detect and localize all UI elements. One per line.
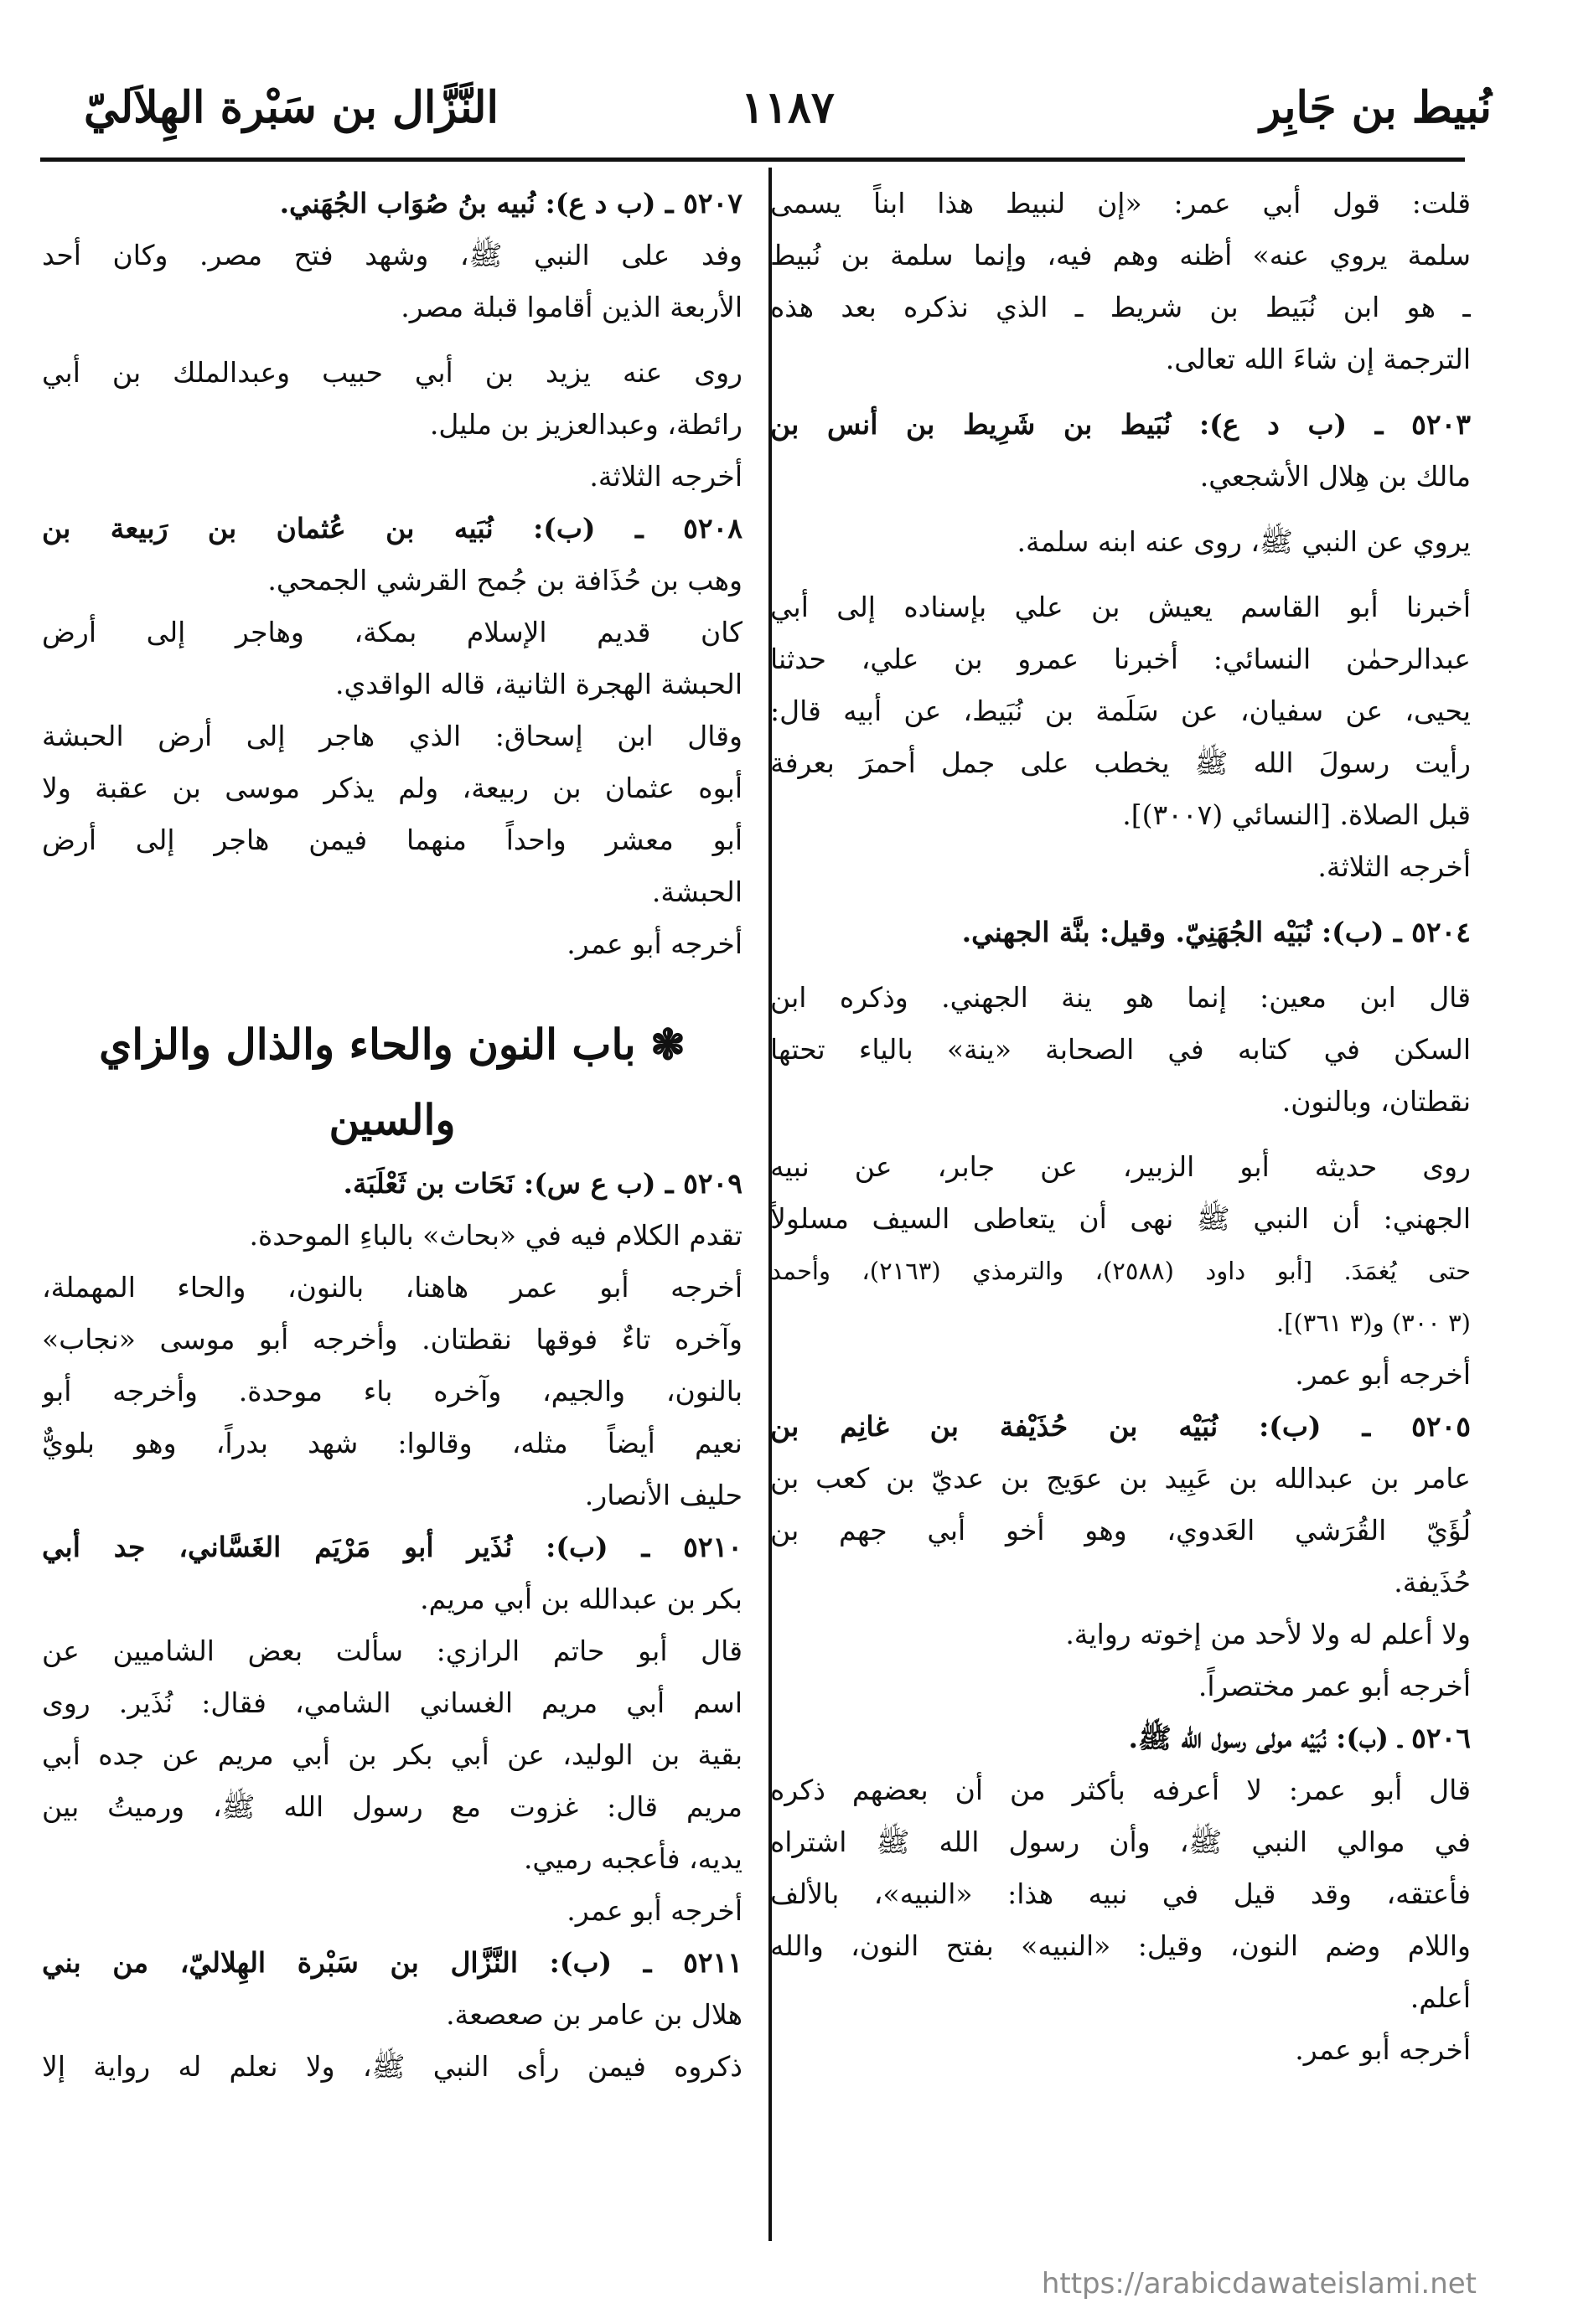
text-line: الترجمة إن شاءَ الله تعالى. [1165,343,1471,375]
text-line: السكن في كتابه في الصحابة «ينة» بالياء تحتها [770,1033,1471,1066]
text-line: فأعتقه، وقد قيل في نبيه هذا: «النبيه»، بالألف [770,1877,1471,1910]
entry-heading-line: ٥٢٠٦ ـ (ب): نُبَيْه مولى رسول الله ﷺ. [1128,1722,1471,1754]
text-line: اسم أبي مريم الغساني الشامي، فقال: نُذَير. روى [42,1686,743,1719]
text-line: أعلم. [1410,1981,1471,2014]
text-line: قال أبو حاتم الرازي: سألت بعض الشاميين عن [42,1635,743,1667]
text-line: أخرجه أبو عمر. [567,1894,743,1927]
text-line: قال أبو عمر: لا أعرفه بأكثر من أن بعضهم ذكره [770,1774,1471,1806]
text-line: ولا أعلم له ولا لأحد من إخوته رواية. [1065,1618,1471,1650]
header-right-title: نُبيط بن جَابِر [1260,82,1492,133]
text-line: مريم قال: غزوت مع رسول الله ﷺ، ورميتُ بين [42,1790,743,1823]
header-rule [40,158,1465,162]
text-line: الحبشة. [651,875,743,908]
text-line: سلمة يروي عنه» أظنه وهم فيه، وإنما سلمة بن نُبيط [770,239,1471,271]
text-line: رأيت رسولَ الله ﷺ يخطب على جمل أحمرَ بعرفة [770,746,1471,779]
text-line: تقدم الكلام فيه في «بحاث» بالباءِ الموحدة. [249,1219,743,1252]
text-line: وهب بن حُذَافة بن جُمح القرشي الجمحي. [267,564,743,596]
text-line: ـ هو ابن نُبَيط بن شريط ـ الذي نذكره بعد هذه [770,291,1471,323]
text-line: نقطتان، وبالنون. [1281,1085,1471,1118]
text-line: كان قديم الإسلام بمكة، وهاجر إلى أرض [42,616,743,648]
spacer [770,1128,1471,1141]
text-line: (٣ ٣٠٠) و(٣ ٣٦١)]. [1275,1309,1471,1337]
spacer [770,893,1471,906]
text-line: ذكروه فيمن رأى النبي ﷺ، ولا نعلم له رواية إلا [42,2050,743,2083]
text-line: عبدالرحمٰن النسائي: أخبرنا عمرو بن علي، حدثنا [770,643,1471,675]
text-line: الجهني: أن النبي ﷺ نهى أن يتعاطى السيف مسلولاً [770,1202,1471,1235]
text-line: نعيم أيضاً مثله، وقالوا: شهد بدراً، وهو بلويٌّ [42,1427,743,1459]
text-line: قبل الصلاة. [النسائي (٣٠٠٧)]. [1122,798,1471,831]
text-line: هلال بن عامر بن صعصعة. [446,1998,743,2031]
page-header [84,70,1492,146]
left-column [42,178,743,2093]
text-line: أبوه عثمان بن ربيعة، ولم يذكر موسى بن عقبة ولا [42,772,743,804]
text-line: روى حديثه أبو الزبير، عن جابر، عن نبيه [770,1150,1471,1183]
text-line: وفد على النبي ﷺ، وشهد فتح مصر. وكان أحد [42,239,743,271]
spacer [770,385,1471,399]
entry-heading-line: ٥٢١١ ـ (ب): النَّزَّال بن سَبْرة الهِلاليّ، من بني [42,1946,743,1979]
spacer [42,970,743,1007]
text-line: مالك بن هِلال الأشجعي. [1199,460,1471,493]
entry-heading-line: ٥٢٠٤ ـ (ب): نُبَيْه الجُهَنِيّ. وقيل: بنَّة الجهني. [961,916,1471,948]
spacer [770,503,1471,516]
text-line: أبو معشر واحداً منهما فيمن هاجر إلى أرض [42,824,743,856]
text-line: بقية بن الوليد، عن أبي بكر بن أبي مريم عن جده أبي [42,1738,743,1771]
text-line: حُذَيفة. [1394,1566,1471,1598]
text-line: بكر بن عبدالله بن أبي مريم. [420,1583,743,1615]
text-line: وقال ابن إسحاق: الذي هاجر إلى أرض الحبشة [42,720,743,752]
entry-heading-line: ٥٢٠٨ ـ (ب): نُبَيه بن عُثمان بن رَبيعة بن [42,512,743,545]
section-heading: ❃ باب النون والحاء والذال والزاي [99,1020,686,1069]
text-line: أخرجه أبو عمر مختصراً. [1198,1670,1471,1702]
text-line: أخرجه أبو عمر. [1295,2033,1471,2066]
text-line: بالنون، والجيم، وآخره باء موحدة. وأخرجه أبو [42,1375,743,1407]
text-line: أخبرنا أبو القاسم يعيش بن علي بإسناده إلى أبي [770,591,1471,623]
text-line: قال ابن معين: إنما هو ينة الجهني. وذكره ابن [770,981,1471,1014]
text-line: حليف الأنصار. [584,1479,743,1511]
text-line: أخرجه الثلاثة. [589,460,743,493]
text-line: أخرجه أبو عمر هاهنا، بالنون، والحاء المهملة، [42,1271,743,1304]
text-line: أخرجه أبو عمر. [567,927,743,960]
text-line: يحيى، عن سفيان، عن سَلَمة بن نُبَيط، عن أبيه قال: [770,695,1471,727]
text-line: وآخره تاءٌ فوقها نقطتان. وأخرجه أبو موسى «نجاب» [42,1323,743,1356]
text-line: حتى يُغمَدَ. [أبو داود (٢٥٨٨)، والترمذي (٢١٦٣)، وأحمد [770,1257,1471,1285]
text-line: لُؤَيّ القُرَشي العَدوي، وهو أخو أبي جهم بن [770,1514,1471,1547]
entry-heading-line: ٥٢٠٧ ـ (ب د ع): نُبيه بنُ صُوَاب الجُهَني. [279,187,743,219]
spacer [42,333,743,347]
page-number: ١١٨٧ [741,82,835,133]
text-line: رائطة، وعبدالعزيز بن مليل. [429,408,743,441]
text-line: في موالي النبي ﷺ، وأن رسول الله ﷺ اشتراه [770,1826,1471,1858]
header-left-title: النَّزَّال بن سَبْرة الهِلاَليّ [84,82,499,133]
text-line: الأربعة الذين أقاموا قبلة مصر. [401,291,743,323]
text-line: يديه، فأعجبه رميي. [523,1842,743,1875]
entry-heading-line: ٥٢٠٣ ـ (ب د ع): نُبَيط بن شَرِيط بن أنس بن [770,408,1471,441]
text-line: قلت: قول أبي عمر: «إن لنبيط هذا ابناً يسمى [770,187,1471,219]
entry-heading-line: ٥٢١٠ ـ (ب): نُذَير أبو مَرْيَم الغَسَّاني، جد أبي [42,1531,743,1563]
section-heading: والسين [329,1095,456,1144]
entry-heading-line: ٥٢٠٥ ـ (ب): نُبَيْه بن حُذَيْفة بن غانِم بن [770,1410,1471,1443]
text-line: يروي عن النبي ﷺ، روى عنه ابنه سلمة. [1017,525,1471,558]
text-line: الحبشة الهجرة الثانية، قاله الواقدي. [335,668,743,700]
right-column [770,178,1471,2076]
text-line: أخرجه الثلاثة. [1317,850,1471,883]
spacer [770,958,1471,972]
entry-heading-line: ٥٢٠٩ ـ (ب ع س): نَحَات بن ثَعْلَبَة. [343,1167,743,1200]
text-line: عامر بن عبدالله بن عَبِيد بن عوَيج بن عديّ بن كعب بن [770,1462,1471,1495]
watermark-url: https://arabicdawateislami.net [1041,2267,1477,2301]
text-line: روى عنه يزيد بن أبي حبيب وعبدالملك بن أبي [42,356,743,389]
text-line: واللام وضم النون، وقيل: «النبيه» بفتح النون، والله [770,1929,1471,1962]
text-line: أخرجه أبو عمر. [1295,1358,1471,1391]
spacer [770,568,1471,581]
